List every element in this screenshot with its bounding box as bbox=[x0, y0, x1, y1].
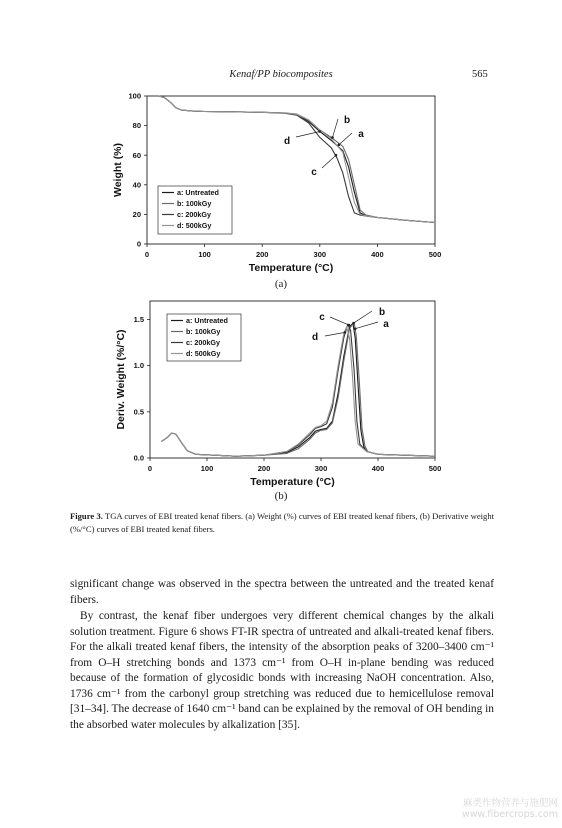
dtg-y-tick-label: 0.0 bbox=[133, 453, 144, 463]
tga-x-tick-label: 300 bbox=[313, 250, 327, 259]
dtg-derivative-chart bbox=[0, 296, 562, 488]
tga-x-tick-label: 500 bbox=[428, 250, 442, 259]
dtg-y-tick-label: 1.0 bbox=[133, 361, 144, 371]
dtg-x-tick-label: 400 bbox=[371, 464, 385, 473]
tga-annotation-leader-c bbox=[322, 155, 336, 168]
page-number: 565 bbox=[472, 69, 488, 80]
tga-annotation-dot-c bbox=[335, 154, 338, 157]
tga-annotation-letter-d: d bbox=[283, 136, 291, 147]
tga-annotation-leader-b bbox=[332, 119, 338, 137]
dtg-annotation-dot-a bbox=[354, 327, 357, 330]
tga-legend-label-b: b: 100kGy bbox=[177, 199, 212, 208]
dtg-legend-label-c: c: 200kGy bbox=[186, 338, 220, 347]
dtg-annotation-letter-a: a bbox=[383, 319, 389, 330]
tga-x-tick-label: 0 bbox=[144, 250, 150, 259]
tga-legend-label-c: c: 200kGy bbox=[177, 210, 211, 219]
dtg-y-axis-title: Deriv. Weight (%/°C) bbox=[115, 329, 127, 430]
tga-weight-chart bbox=[0, 86, 562, 276]
panel-label-b: (b) bbox=[274, 490, 288, 502]
tga-y-tick-label: 60 bbox=[132, 150, 141, 160]
tga-legend-label-a: a: Untreated bbox=[177, 188, 219, 197]
tga-annotation-leader-a bbox=[339, 133, 352, 145]
dtg-annotation-leader-a bbox=[355, 322, 378, 329]
tga-y-tick-label: 40 bbox=[132, 180, 141, 190]
dtg-annotation-dot-d bbox=[344, 331, 347, 334]
tga-annotation-letter-c: c bbox=[311, 167, 317, 178]
tga-x-axis-title: Temperature (°C) bbox=[248, 262, 334, 274]
figure-caption bbox=[70, 510, 494, 536]
running-title: Kenaf/PP biocomposites bbox=[229, 69, 333, 80]
tga-legend-label-d: d: 500kGy bbox=[177, 221, 212, 230]
dtg-x-axis-title: Temperature (°C) bbox=[250, 476, 335, 488]
dtg-legend-label-a: a: Untreated bbox=[186, 316, 228, 325]
dtg-annotation-letter-d: d bbox=[311, 332, 319, 343]
dtg-x-tick-label: 100 bbox=[200, 464, 214, 473]
dtg-legend-label-d: d: 500kGy bbox=[186, 349, 221, 358]
tga-annotation-dot-b bbox=[331, 136, 334, 139]
dtg-annotation-leader-b bbox=[353, 311, 372, 323]
tga-annotation-letter-b: b bbox=[343, 115, 351, 126]
dtg-annotation-letter-b: b bbox=[378, 307, 386, 318]
dtg-x-tick-label: 500 bbox=[428, 464, 442, 473]
dtg-annotation-dot-b bbox=[352, 322, 355, 325]
tga-y-tick-label: 80 bbox=[132, 121, 141, 131]
tga-y-axis-title: Weight (%) bbox=[112, 142, 124, 198]
running-header bbox=[0, 69, 562, 85]
tga-y-tick-label: 20 bbox=[132, 210, 141, 219]
dtg-y-tick-label: 1.5 bbox=[133, 315, 144, 325]
dtg-x-tick-label: 200 bbox=[257, 464, 271, 473]
tga-y-tick-label: 100 bbox=[128, 91, 141, 101]
dtg-y-tick-label: 0.5 bbox=[133, 407, 144, 417]
tga-annotation-dot-a bbox=[338, 144, 341, 147]
dtg-annotation-dot-c bbox=[348, 324, 351, 327]
tga-y-tick-label: 0 bbox=[136, 239, 141, 249]
caption-label: Figure 3. bbox=[70, 511, 103, 521]
tga-x-tick-label: 400 bbox=[371, 250, 384, 259]
caption-text: TGA curves of EBI treated kenaf fibers. (a) Weight (%) curves of EBI treated kenaf fibers, (b) Derivative weight (%/°C) curves of EBI treated kenaf fibers. bbox=[70, 511, 495, 534]
tga-annotation-dot-d bbox=[319, 130, 322, 133]
dtg-x-tick-label: 300 bbox=[314, 464, 328, 473]
site-watermark: 麻类作物营养与施肥网 www.fibercrops.com bbox=[461, 798, 558, 820]
dtg-annotation-leader-d bbox=[325, 332, 345, 336]
tga-x-tick-label: 200 bbox=[255, 250, 269, 259]
body-paragraph-2: By contrast, the kenaf fiber undergoes very different chemical changes by the alkali solution treatment. Figure 6 shows FT-IR spectra of untreated and alkali-treated kenaf fibers. For the alkali treated kenaf fibers, the intensity of the absorption peaks of 3200–3400 cm⁻¹ from O–H stretching bonds and 1373 cm⁻¹ from O–H in-plane bending was reduced because of the formation of glycosidic bonds with increasing NaOH concentration. Also, 1736 cm⁻¹ from the carbonyl group stretching was reduced due to hemicellulose removal [31–34]. The decrease of 1640 cm⁻¹ band can be explained by the removal of OH bending in the absorbed water molecules by alkalization [35]. bbox=[70, 610, 494, 731]
tga-annotation-letter-a: a bbox=[358, 129, 364, 140]
dtg-x-tick-label: 0 bbox=[147, 464, 153, 473]
dtg-annotation-letter-c: c bbox=[319, 312, 325, 323]
tga-annotation-leader-d bbox=[296, 132, 320, 137]
dtg-legend-label-b: b: 100kGy bbox=[186, 327, 221, 336]
dtg-annotation-leader-c bbox=[330, 317, 349, 325]
body-paragraph-1: significant change was observed in the spectra between the untreated and the treated kenaf fibers. bbox=[70, 578, 494, 606]
tga-x-tick-label: 100 bbox=[198, 250, 211, 259]
panel-label-a: (a) bbox=[274, 278, 288, 290]
